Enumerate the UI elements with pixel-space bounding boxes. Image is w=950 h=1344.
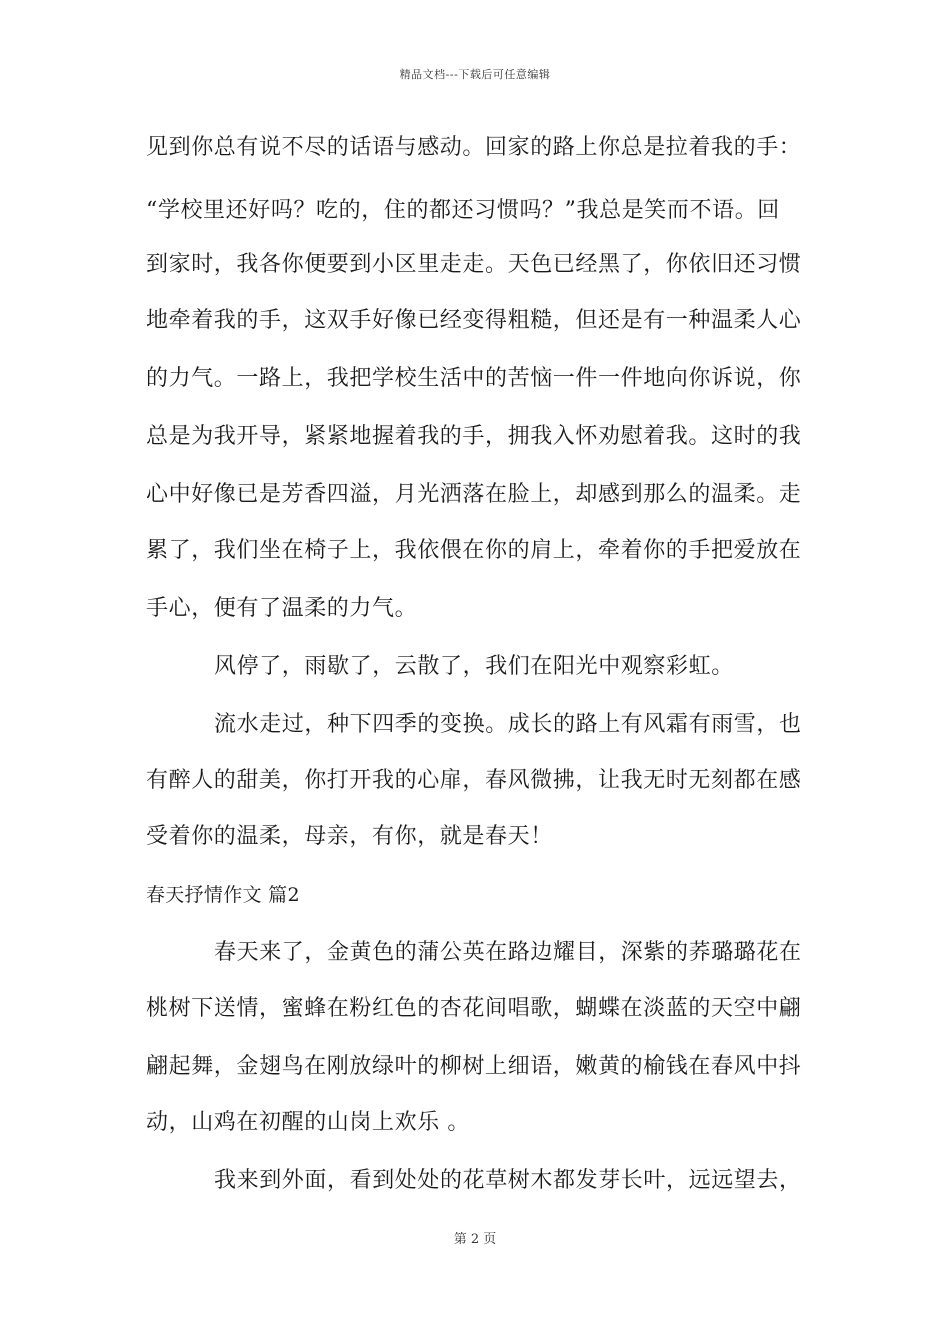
page-header: 精品文档---下载后可任意编辑 (399, 68, 551, 81)
text-line: 有醉人的甜美，你打开我的心扉，春风微拂，让我无时无刻都在感 (146, 768, 802, 793)
page-number: 第 2 页 (453, 1232, 497, 1247)
section-heading: 春天抒情作文 篇2 (146, 884, 300, 906)
text-line: 手心，便有了温柔的力气。 (146, 596, 418, 621)
paragraph-start-line: 我来到外面，看到处处的花草树木都发芽长叶，远远望去， (214, 1168, 802, 1193)
paragraph-start-line: 春天来了，金黄色的蒲公英在路边耀目，深紫的荞璐璐花在 (214, 940, 802, 965)
text-line: 翩起舞，金翅鸟在刚放绿叶的柳树上细语，嫩黄的榆钱在春风中抖 (146, 1054, 802, 1079)
text-line: 见到你总有说不尽的话语与感动。回家的路上你总是拉着我的手： (146, 135, 802, 160)
text-line: “学校里还好吗？吃的，住的都还习惯吗？”我总是笑而不语。回 (146, 198, 780, 223)
text-line: 的力气。一路上，我把学校生活中的苦恼一件一件地向你诉说，你 (146, 366, 802, 391)
text-line: 桃树下送情，蜜蜂在粉红色的杏花间唱歌，蝴蝶在淡蓝的天空中翩 (146, 996, 802, 1021)
text-line: 总是为我开导，紧紧地握着我的手，拥我入怀劝慰着我。这时的我 (146, 424, 802, 449)
paragraph-start-line: 流水走过，种下四季的变换。成长的路上有风霜有雨雪，也 (214, 712, 802, 737)
text-line: 累了，我们坐在椅子上，我依偎在你的肩上，牵着你的手把爱放在 (146, 538, 802, 563)
text-line: 动，山鸡在初醒的山岗上欢乐 。 (146, 1110, 470, 1135)
paragraph-start-line: 风停了，雨歇了，云散了，我们在阳光中观察彩虹。 (214, 654, 734, 679)
text-line: 到家时，我各你便要到小区里走走。天色已经黑了，你依旧还习惯 (146, 252, 802, 277)
text-line: 受着你的温柔，母亲，有你，就是春天！ (146, 824, 553, 849)
text-line: 地牵着我的手，这双手好像已经变得粗糙，但还是有一种温柔人心 (146, 308, 802, 333)
text-line: 心中好像已是芳香四溢，月光洒落在脸上，却感到那么的温柔。走 (146, 482, 802, 507)
